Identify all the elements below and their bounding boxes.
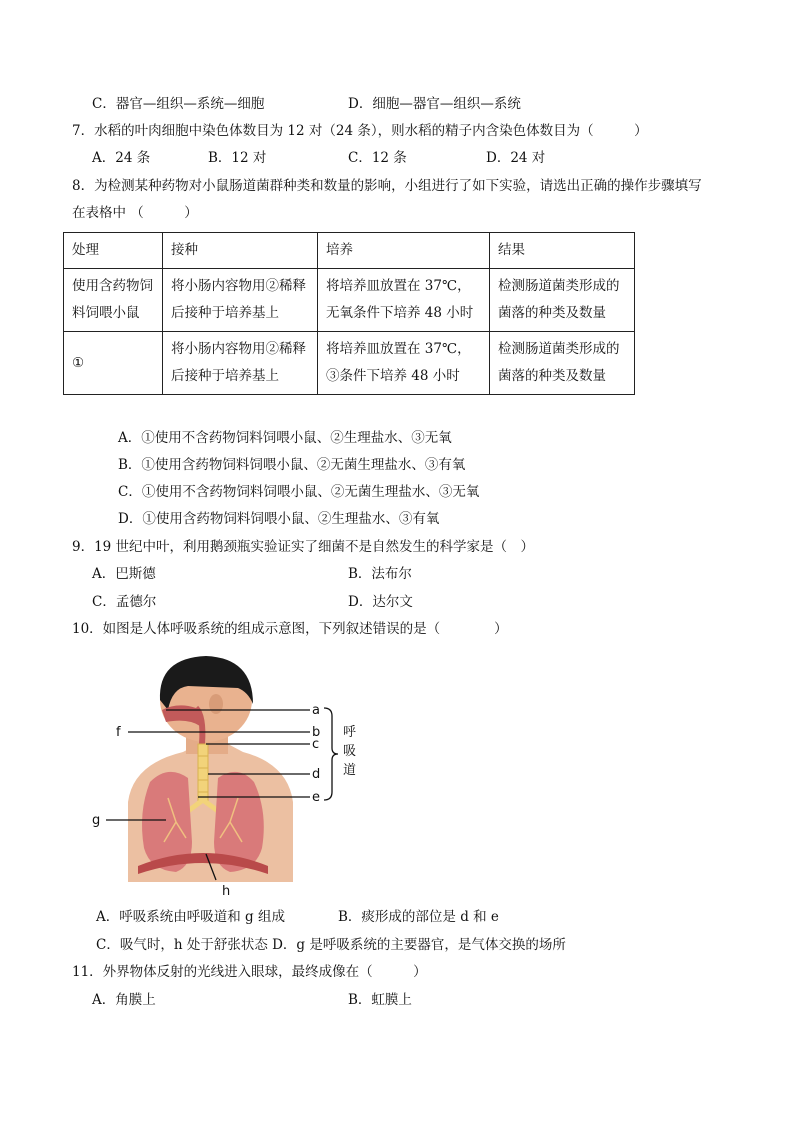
q6-option-d: D．细胞—器官—组织—系统 (348, 96, 521, 112)
label-h: h (222, 884, 231, 899)
trachea-shape (198, 744, 208, 802)
table-header-row (64, 233, 635, 269)
q8-option-c: C．①使用不含药物饲料饲喂小鼠、②无菌生理盐水、③无氧 (118, 484, 480, 500)
table-cell: 将培养皿放置在 37℃，③条件下培养 48 小时 (318, 332, 490, 395)
airway-bracket (324, 708, 338, 800)
q8-option-a: A．①使用不含药物饲料饲喂小鼠、②生理盐水、③无氧 (118, 430, 452, 446)
q6-option-c: C．器官—组织—系统—细胞 (92, 96, 265, 112)
table-header-cell: 结果 (490, 233, 635, 269)
q10-option-cd: C．吸气时，h 处于舒张状态 D．g 是呼吸系统的主要器官，是气体交换的场所 (96, 937, 566, 953)
table-header-cell: 培养 (318, 233, 490, 269)
q7-option-c: C．12 条 (348, 150, 407, 166)
label-f: f (116, 725, 121, 740)
table-cell: 使用含药物饲料饲喂小鼠 (64, 269, 163, 332)
label-a: a (312, 703, 320, 718)
q9-option-b: B．法布尔 (348, 566, 412, 582)
label-c: c (312, 737, 320, 752)
table-cell: 将培养皿放置在 37℃，无氧条件下培养 48 小时 (318, 269, 490, 332)
table-cell: ① (64, 332, 163, 395)
q7-option-d: D．24 对 (486, 150, 546, 166)
ear-shape (209, 694, 223, 714)
table-header-cell: 接种 (163, 233, 318, 269)
bracket-text-2: 吸 (343, 744, 357, 759)
q8-stem-line1: 8．为检测某种药物对小鼠肠道菌群种类和数量的影响，小组进行了如下实验，请选出正确的操作步骤填写 (72, 178, 702, 194)
table-cell: 检测肠道菌类形成的菌落的种类及数量 (490, 332, 635, 395)
q10-stem: 10．如图是人体呼吸系统的组成示意图，下列叙述错误的是（ ） (72, 621, 508, 637)
table-row (64, 269, 635, 332)
q8-option-b: B．①使用含药物饲料饲喂小鼠、②无菌生理盐水、③有氧 (118, 457, 466, 473)
q9-option-c: C．孟德尔 (92, 594, 157, 610)
table-cell: 将小肠内容物用②稀释后接种于培养基上 (163, 269, 318, 332)
q7-option-b: B．12 对 (208, 150, 267, 166)
q7-option-a: A．24 条 (92, 150, 151, 166)
q11-option-b: B．虹膜上 (348, 992, 412, 1008)
q8-stem-line2: 在表格中 （ ） (72, 205, 198, 221)
label-d: d (312, 767, 321, 782)
label-g: g (92, 813, 101, 828)
table-header-cell: 处理 (64, 233, 163, 269)
q8-option-d: D．①使用含药物饲料饲喂小鼠、②生理盐水、③有氧 (118, 511, 440, 527)
q7-stem: 7．水稻的叶肉细胞中染色体数目为 12 对（24 条），则水稻的精子内含染色体数目为（ ） (72, 123, 648, 139)
respiratory-system-diagram (88, 652, 378, 902)
q11-option-a: A．角膜上 (92, 992, 156, 1008)
q10-option-a: A．呼吸系统由呼吸道和 g 组成 (96, 909, 285, 925)
table-row (64, 332, 635, 395)
label-e: e (312, 790, 320, 805)
label-b: b (312, 725, 321, 740)
bracket-text-1: 呼 (343, 725, 357, 740)
q11-stem: 11．外界物体反射的光线进入眼球，最终成像在（ ） (72, 964, 427, 980)
q9-option-a: A．巴斯德 (92, 566, 156, 582)
table-cell: 将小肠内容物用②稀释后接种于培养基上 (163, 332, 318, 395)
q10-option-b: B．痰形成的部位是 d 和 e (338, 909, 499, 925)
bracket-text-3: 道 (343, 763, 357, 778)
q9-stem: 9．19 世纪中叶，利用鹅颈瓶实验证实了细菌不是自然发生的科学家是（ ） (72, 539, 535, 555)
q9-option-d: D．达尔文 (348, 594, 413, 610)
table-cell: 检测肠道菌类形成的菌落的种类及数量 (490, 269, 635, 332)
experiment-table (63, 232, 635, 395)
